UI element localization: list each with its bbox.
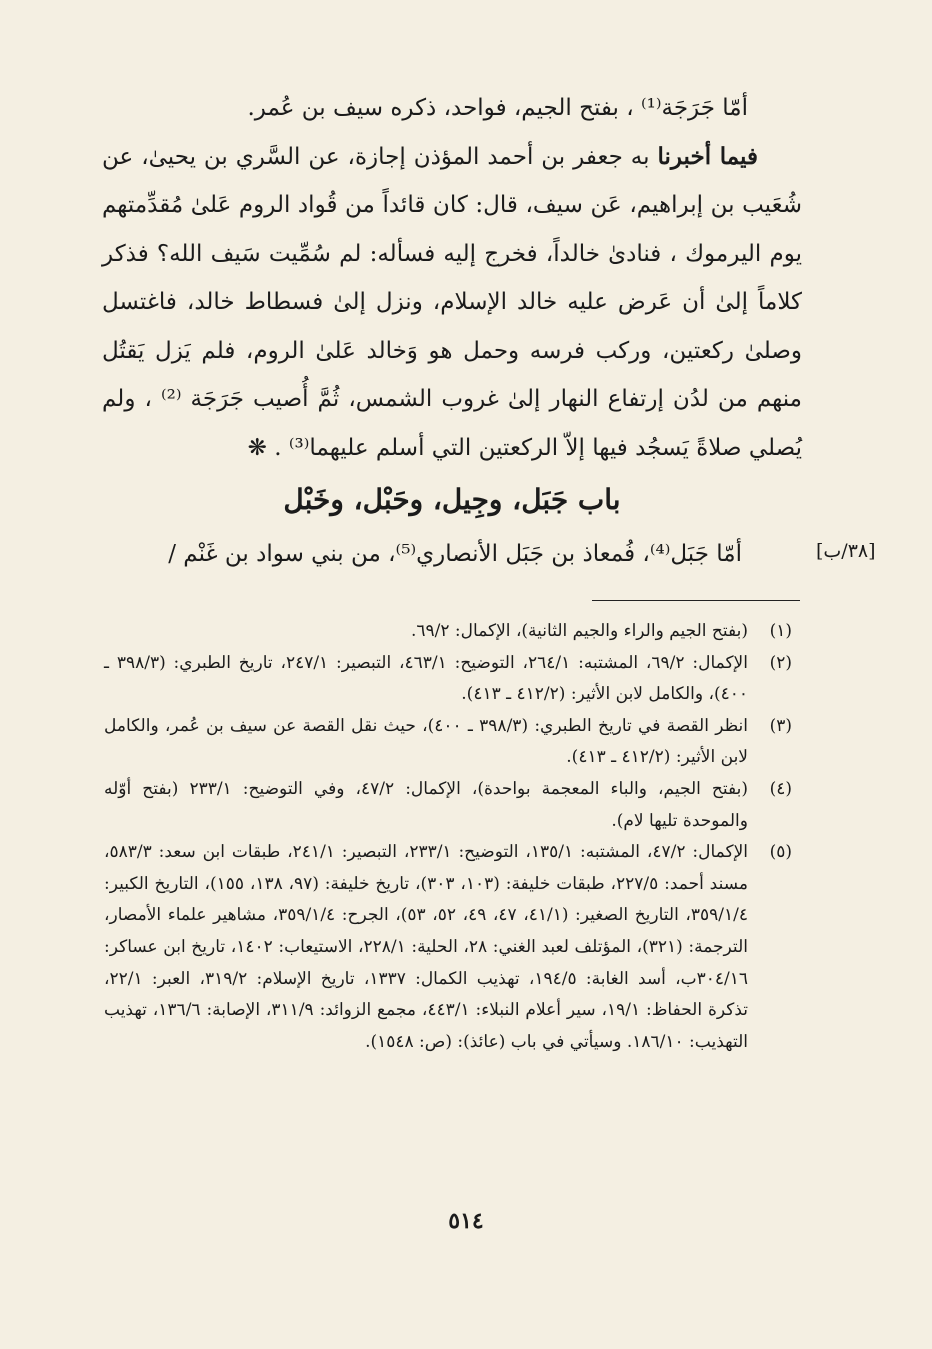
footnote bbox=[104, 774, 792, 837]
footnote-number: (١) bbox=[769, 621, 792, 641]
chapter-heading: باب جَبَل، وجِيل، وحَبْل، وخَبْل bbox=[283, 483, 621, 516]
entry-line: أمّا جَبَل⁽⁴⁾، فُمعاذ بن جَبَل الأنصاري⁽⁵⁾، من بني سواد بن غَنْم / bbox=[168, 541, 742, 567]
footnote-number: (٣) bbox=[769, 715, 792, 736]
narration-text: به جعفر بن أحمد المؤذن إجازة، عن السَّري بن يحيىٰ، عن شُعَيب بن إبراهيم، عَن سيف، قال: كان قائداً من قُواد الروم عَلىٰ مُقدِّمتهم يوم اليرموك ، فنادىٰ خالداً، فخرج إليه فسأله: لم سُمِّيت سَيف الله؟ فذكر كلاماً إلىٰ أن عَرض عليه خالد الإسلام، ونزل إلىٰ فسطاط خالد، فاغتسل وصلىٰ ركعتين، وركب فرسه وحمل هو وَخالد عَلىٰ الروم، فلم يَزل يَقتُل منهم من لدُن إرتفاع النهار إلىٰ غروب الشمس، ثُمَّ أُصيب جَرَجَة ⁽²⁾ ، ولم يُصلي صلاةً يَسجُد فيها إلاّ الركعتين التي أسلم عليهما⁽³⁾ . ❋ bbox=[102, 143, 802, 461]
opening-line: أمّا جَرَجَة⁽¹⁾ ، بفتح الجيم، فواحد، ذكره سيف بن عُمر. bbox=[247, 95, 748, 121]
footnote bbox=[104, 648, 792, 711]
footnote bbox=[104, 616, 792, 648]
page-number: ٥١٤ bbox=[448, 1208, 484, 1234]
narration-paragraph bbox=[102, 133, 802, 473]
footnote-number: (٤) bbox=[769, 778, 792, 799]
footnote-text: الإكمال: ٤٧/٢، المشتبه: ١٣٥/١، التوضيح: ٢٣٣/١، التبصير: ٢٤١/١، طبقات ابن سعد: ٥٨٣/٣، مسند أحمد: ٢٢٧/٥، طبقات خليفة: (١٠٣، ٣٠٣)، تاريخ خليفة: (٩٧، ١٣٨، ١٥٥)، التاريخ الكبير: ٣٥٩/١/٤، التاريخ الصغير: (٤١/١، ٤٧، ٤٩، ٥٢، ٥٣)، الجرح: ٣٥٩/١/٤، مشاهير علماء الأمصار، الترجمة: (٣٢١)، المؤتلف لعبد الغني: ٢٨، الحلية: ٢٢٨/١، الاستيعاب: ١٤٠٢، تاريخ ابن عساكر: ٣٠٤/١٦ب، أسد الغابة: ١٩٤/٥، تهذيب الكمال: ١٣٣٧، تاريخ الإسلام: ٣١٩/٢، العبر: ٢٢/١، تذكرة الحفاظ: ١٩/١، سير أعلام النبلاء: ٤٤٣/١، مجمع الزوائد: ٣١١/٩، الإصابة: ١٣٦/٦، تهذيب التهذيب: ١٨٦/١٠. وسيأتي في باب (عائذ): (ص: ١٥٤٨). bbox=[104, 842, 749, 1052]
footnote-number: (٢) bbox=[769, 652, 792, 673]
footnote-text: انظر القصة في تاريخ الطبري: (٣٩٨/٣ ـ ٤٠٠)، حيث نقل القصة عن سيف بن عُمر، والكامل لابن الأثير: (٤١٢/٢ ـ ٤١٣). bbox=[104, 715, 748, 768]
footnote-number: (٥) bbox=[769, 842, 792, 863]
footnote-text: (بفتح الجيم والراء والجيم الثانية)، الإكمال: ٦٩/٢. bbox=[411, 621, 748, 641]
footnote bbox=[104, 711, 792, 774]
main-text bbox=[102, 84, 802, 472]
footnote-text: (بفتح الجيم، والباء المعجمة بواحدة)، الإكمال: ٤٧/٢، وفي التوضيح: ٢٣٣/١ (بفتح أوّله والموحدة تليها لام). bbox=[104, 778, 748, 831]
footnote-text: الإكمال: ٦٩/٢، المشتبه: ٢٦٤/١، التوضيح: ٤٦٣/١، التبصير: ٢٤٧/١، تاريخ الطبري: (٣٩٨/٣ ـ ٤٠٠)، والكامل لابن الأثير: (٤١٢/٢ ـ ٤١٣). bbox=[104, 652, 748, 705]
footnote bbox=[104, 837, 792, 1058]
narration-lead: فيما أخبرنا bbox=[657, 142, 758, 170]
footnote-separator bbox=[592, 600, 800, 601]
folio-margin-note: [٣٨/ب] bbox=[816, 540, 876, 562]
footnotes bbox=[104, 616, 792, 1058]
